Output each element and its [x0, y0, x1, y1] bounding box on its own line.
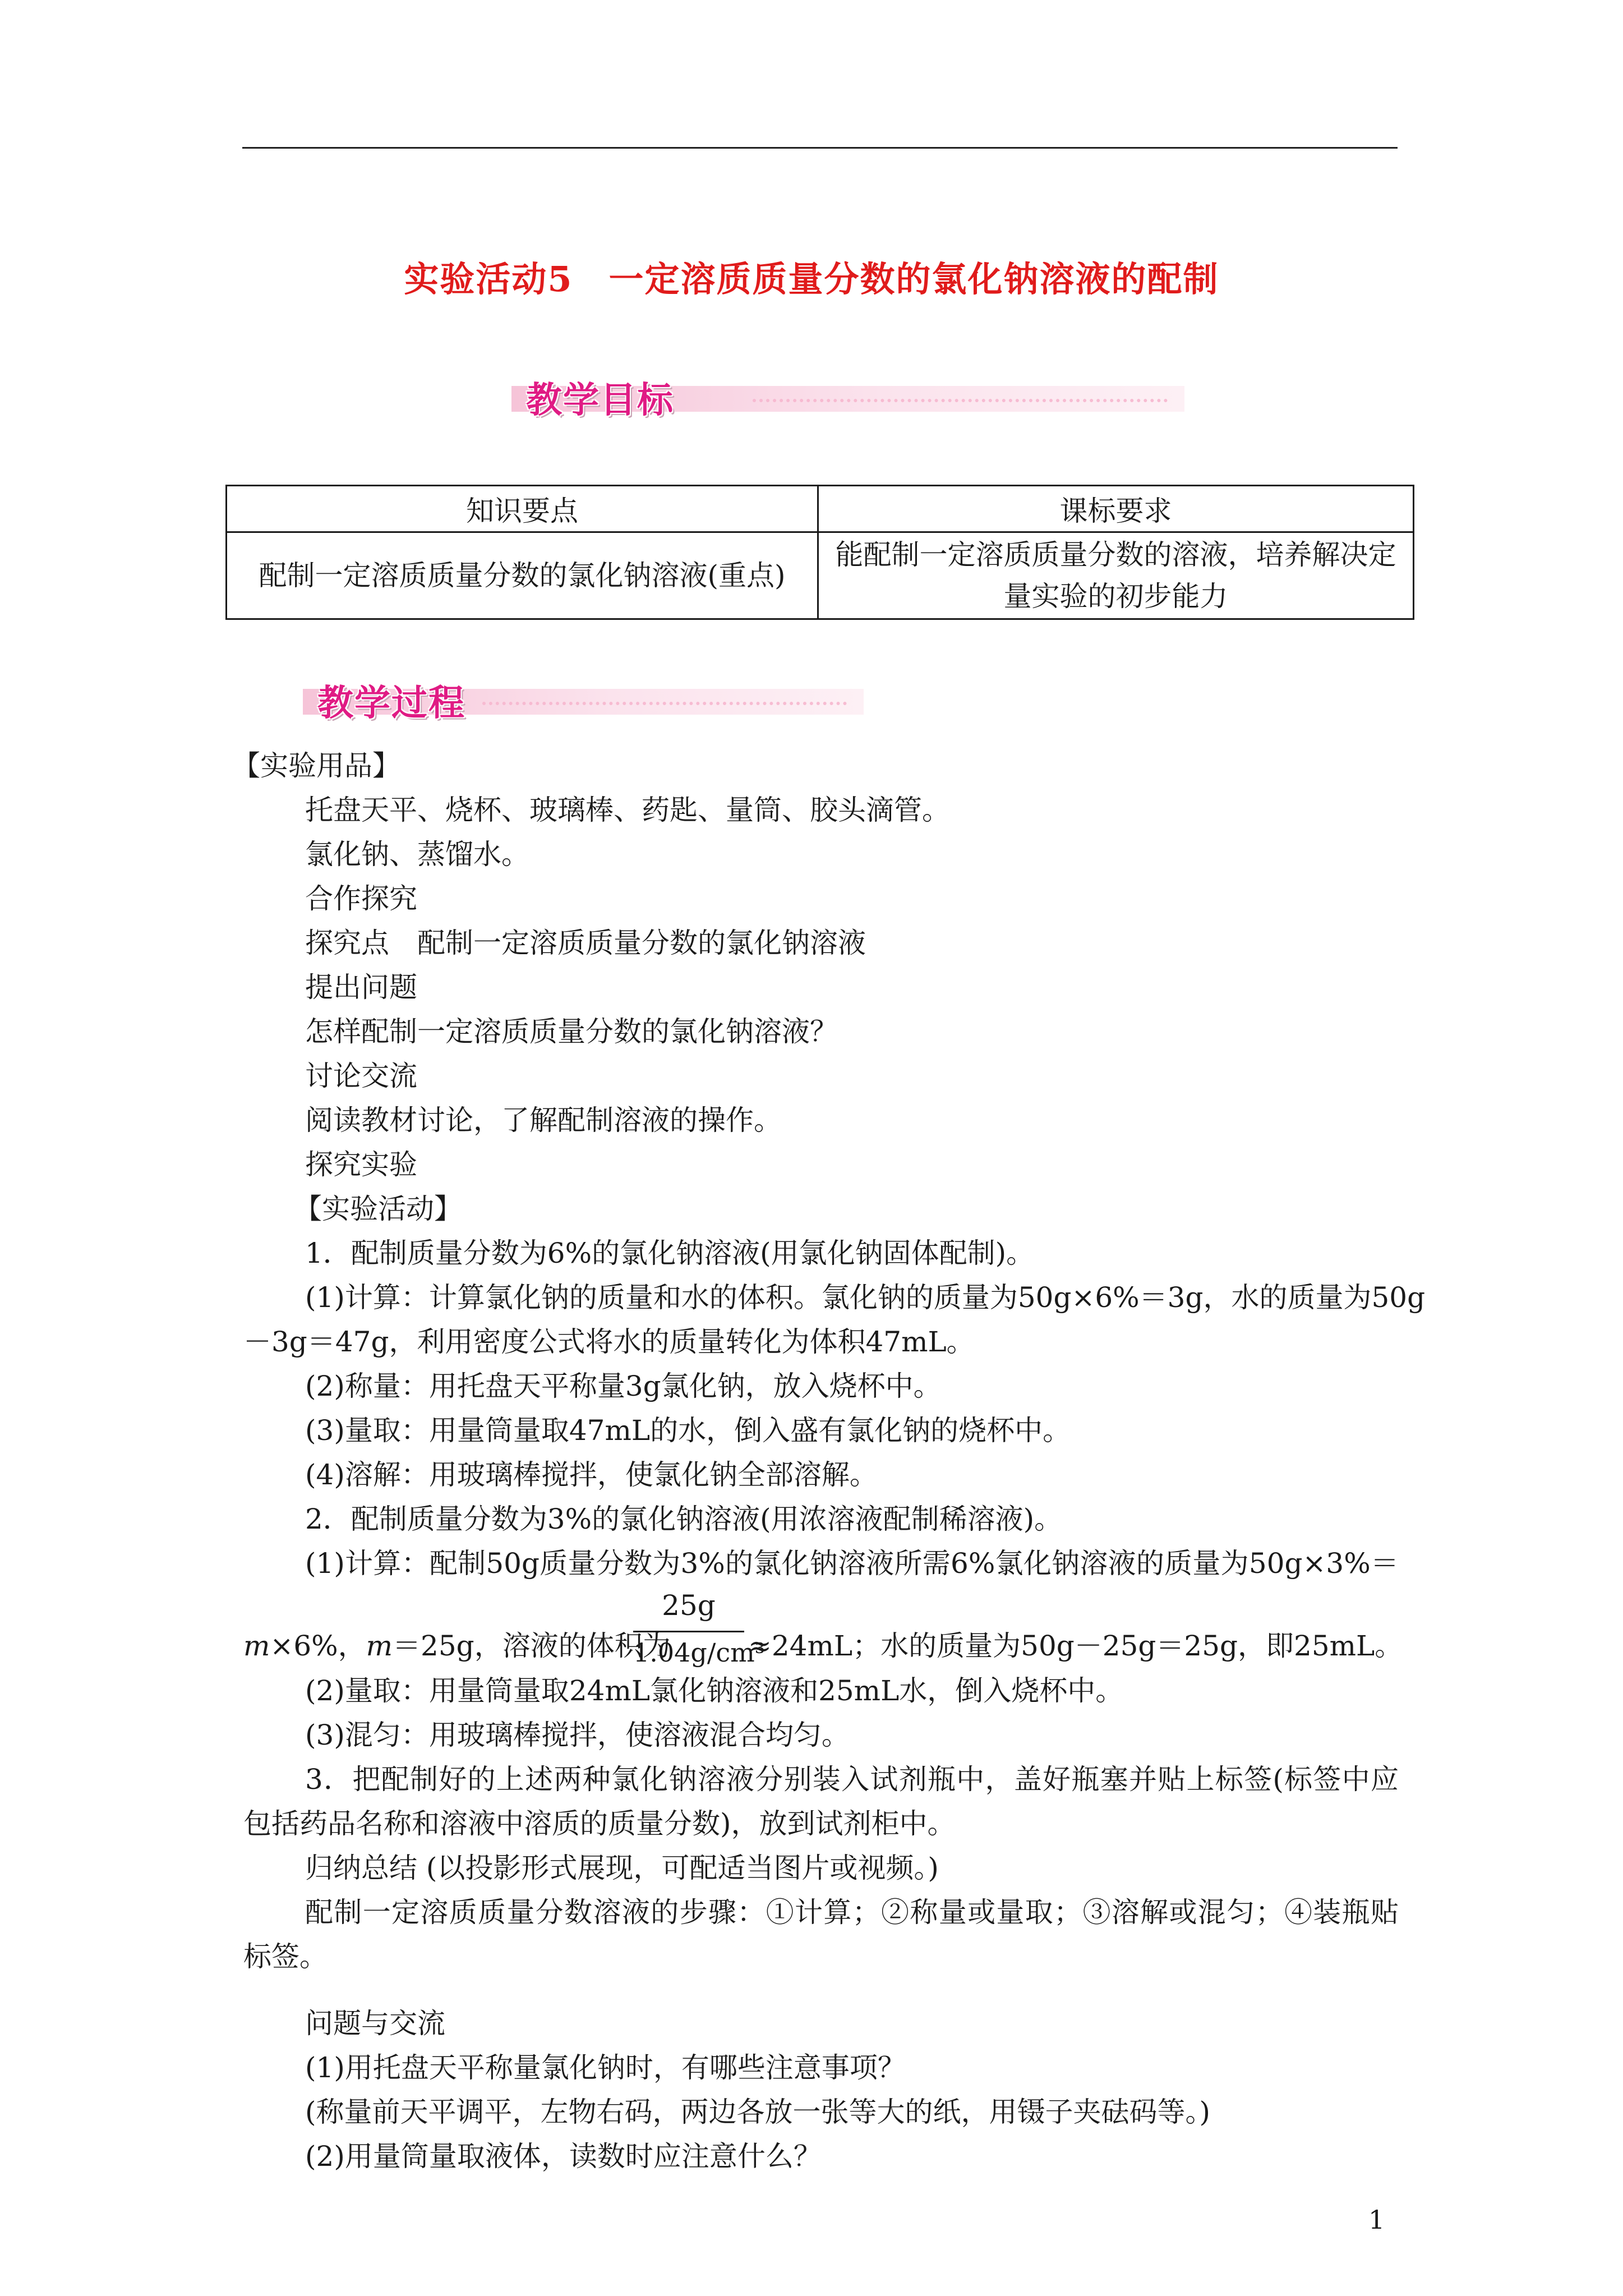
formula-text: ≈24mL；水的质量为50g－25g＝25g，即25mL。: [748, 1630, 1403, 1662]
fraction: [633, 1586, 766, 1749]
text-line: (2)称量：用托盘天平称量3g氯化钠，放入烧杯中。: [305, 1370, 942, 1402]
text-line: 3．把配制好的上述两种氯化钠溶液分别装入试剂瓶中，盖好瓶塞并贴上标签(标签中应: [305, 1763, 1399, 1796]
table-header-row: [227, 486, 1414, 532]
banner-dots: [753, 399, 1168, 402]
text-line: 氯化钠、蒸馏水。: [305, 838, 529, 871]
header-rule: [242, 147, 1398, 149]
text-line: 2．配制质量分数为3%的氯化钠溶液(用浓溶液配制稀溶液)。: [305, 1503, 1063, 1535]
text-line: 托盘天平、烧杯、玻璃棒、药匙、量筒、胶头滴管。: [305, 794, 950, 826]
banner-dots: [482, 702, 847, 705]
page-number: 1: [1368, 2205, 1385, 2235]
formula-text: [243, 1624, 671, 1668]
text-line: (3)混匀：用玻璃棒搅拌，使溶液混合均匀。: [305, 1719, 850, 1751]
variable-m: m: [366, 1630, 393, 1662]
text-line: 讨论交流: [305, 1060, 417, 1092]
text-line: (1)计算：配制50g质量分数为3%的氯化钠溶液所需6%氯化钠溶液的质量为50g×3%＝: [305, 1547, 1399, 1580]
text-line: 探究实验: [305, 1148, 417, 1181]
text-line: (1)用托盘天平称量氯化钠时，有哪些注意事项？: [305, 2051, 906, 2084]
text-line: 配制一定溶质质量分数溶液的步骤：①计算；②称量或量取；③溶解或混匀；④装瓶贴: [305, 1896, 1399, 1929]
variable-m: m: [243, 1630, 270, 1662]
formula-text: ×6%，: [270, 1630, 366, 1662]
section-banner-process: [303, 672, 864, 724]
text-line: 1．配制质量分数为6%的氯化钠溶液(用氯化钠固体配制)。: [305, 1237, 1035, 1269]
text-line: 合作探究: [305, 882, 417, 915]
fraction-numerator: 25g: [662, 1589, 716, 1622]
table-header-cell: 课标要求: [818, 486, 1414, 532]
lesson-body: [232, 744, 1426, 2179]
text-line: 【实验用品】: [232, 749, 400, 782]
text-line: －3g＝47g，利用密度公式将水的质量转化为体积47mL。: [243, 1326, 975, 1358]
goals-table: [225, 485, 1414, 620]
formula-line: [243, 1586, 1403, 1669]
text-line: (2)用量筒量取液体，读数时应注意什么？: [305, 2140, 822, 2173]
table-cell: 能配制一定溶质质量分数的溶液，培养解决定量实验的初步能力: [818, 532, 1414, 619]
text-line: 归纳总结 (以投影形式展现，可配适当图片或视频。): [305, 1852, 939, 1884]
text-line: 【实验活动】: [294, 1193, 462, 1225]
fraction-denominator: 1.04g/cm³: [633, 1637, 766, 1668]
section-label-goals: 教学目标: [526, 380, 674, 421]
table-cell: 配制一定溶质质量分数的氯化钠溶液(重点): [227, 532, 818, 619]
text-line: (1)计算：计算氯化钠的质量和水的体积。氯化钠的质量为50g×6%＝3g，水的质量为50g: [305, 1281, 1426, 1314]
formula-text: ＝25g，溶液的体积为: [393, 1630, 671, 1662]
table-header-cell: 知识要点: [227, 486, 818, 532]
spacer: [243, 1979, 1399, 2001]
table-row: [227, 532, 1414, 619]
text-line: 包括药品名称和溶液中溶质的质量分数)，放到试剂柜中。: [243, 1807, 956, 1840]
text-line: 标签。: [243, 1940, 328, 1973]
text-line: 阅读教材讨论，了解配制溶液的操作。: [305, 1104, 782, 1137]
text-line: (2)量取：用量筒量取24mL氯化钠溶液和25mL水，倒入烧杯中。: [305, 1674, 1124, 1707]
section-banner-goals: [511, 369, 1184, 421]
section-label-process: 教学过程: [317, 683, 465, 724]
fraction-bar: [633, 1631, 744, 1632]
text-line: (4)溶解：用玻璃棒搅拌，使氯化钠全部溶解。: [305, 1458, 878, 1491]
text-line: 问题与交流: [305, 2007, 445, 2040]
text-line: (称量前天平调平，左物右码，两边各放一张等大的纸，用镊子夹砝码等。): [305, 2096, 1211, 2128]
text-line: 怎样配制一定溶质质量分数的氯化钠溶液？: [305, 1015, 838, 1048]
text-line: 提出问题: [305, 971, 417, 1004]
page-title: 实验活动5 一定溶质质量分数的氯化钠溶液的配制: [404, 259, 1219, 300]
text-line: 探究点 配制一定溶质质量分数的氯化钠溶液: [305, 927, 866, 959]
text-line: (3)量取：用量筒量取47mL的水，倒入盛有氯化钠的烧杯中。: [305, 1414, 1071, 1447]
